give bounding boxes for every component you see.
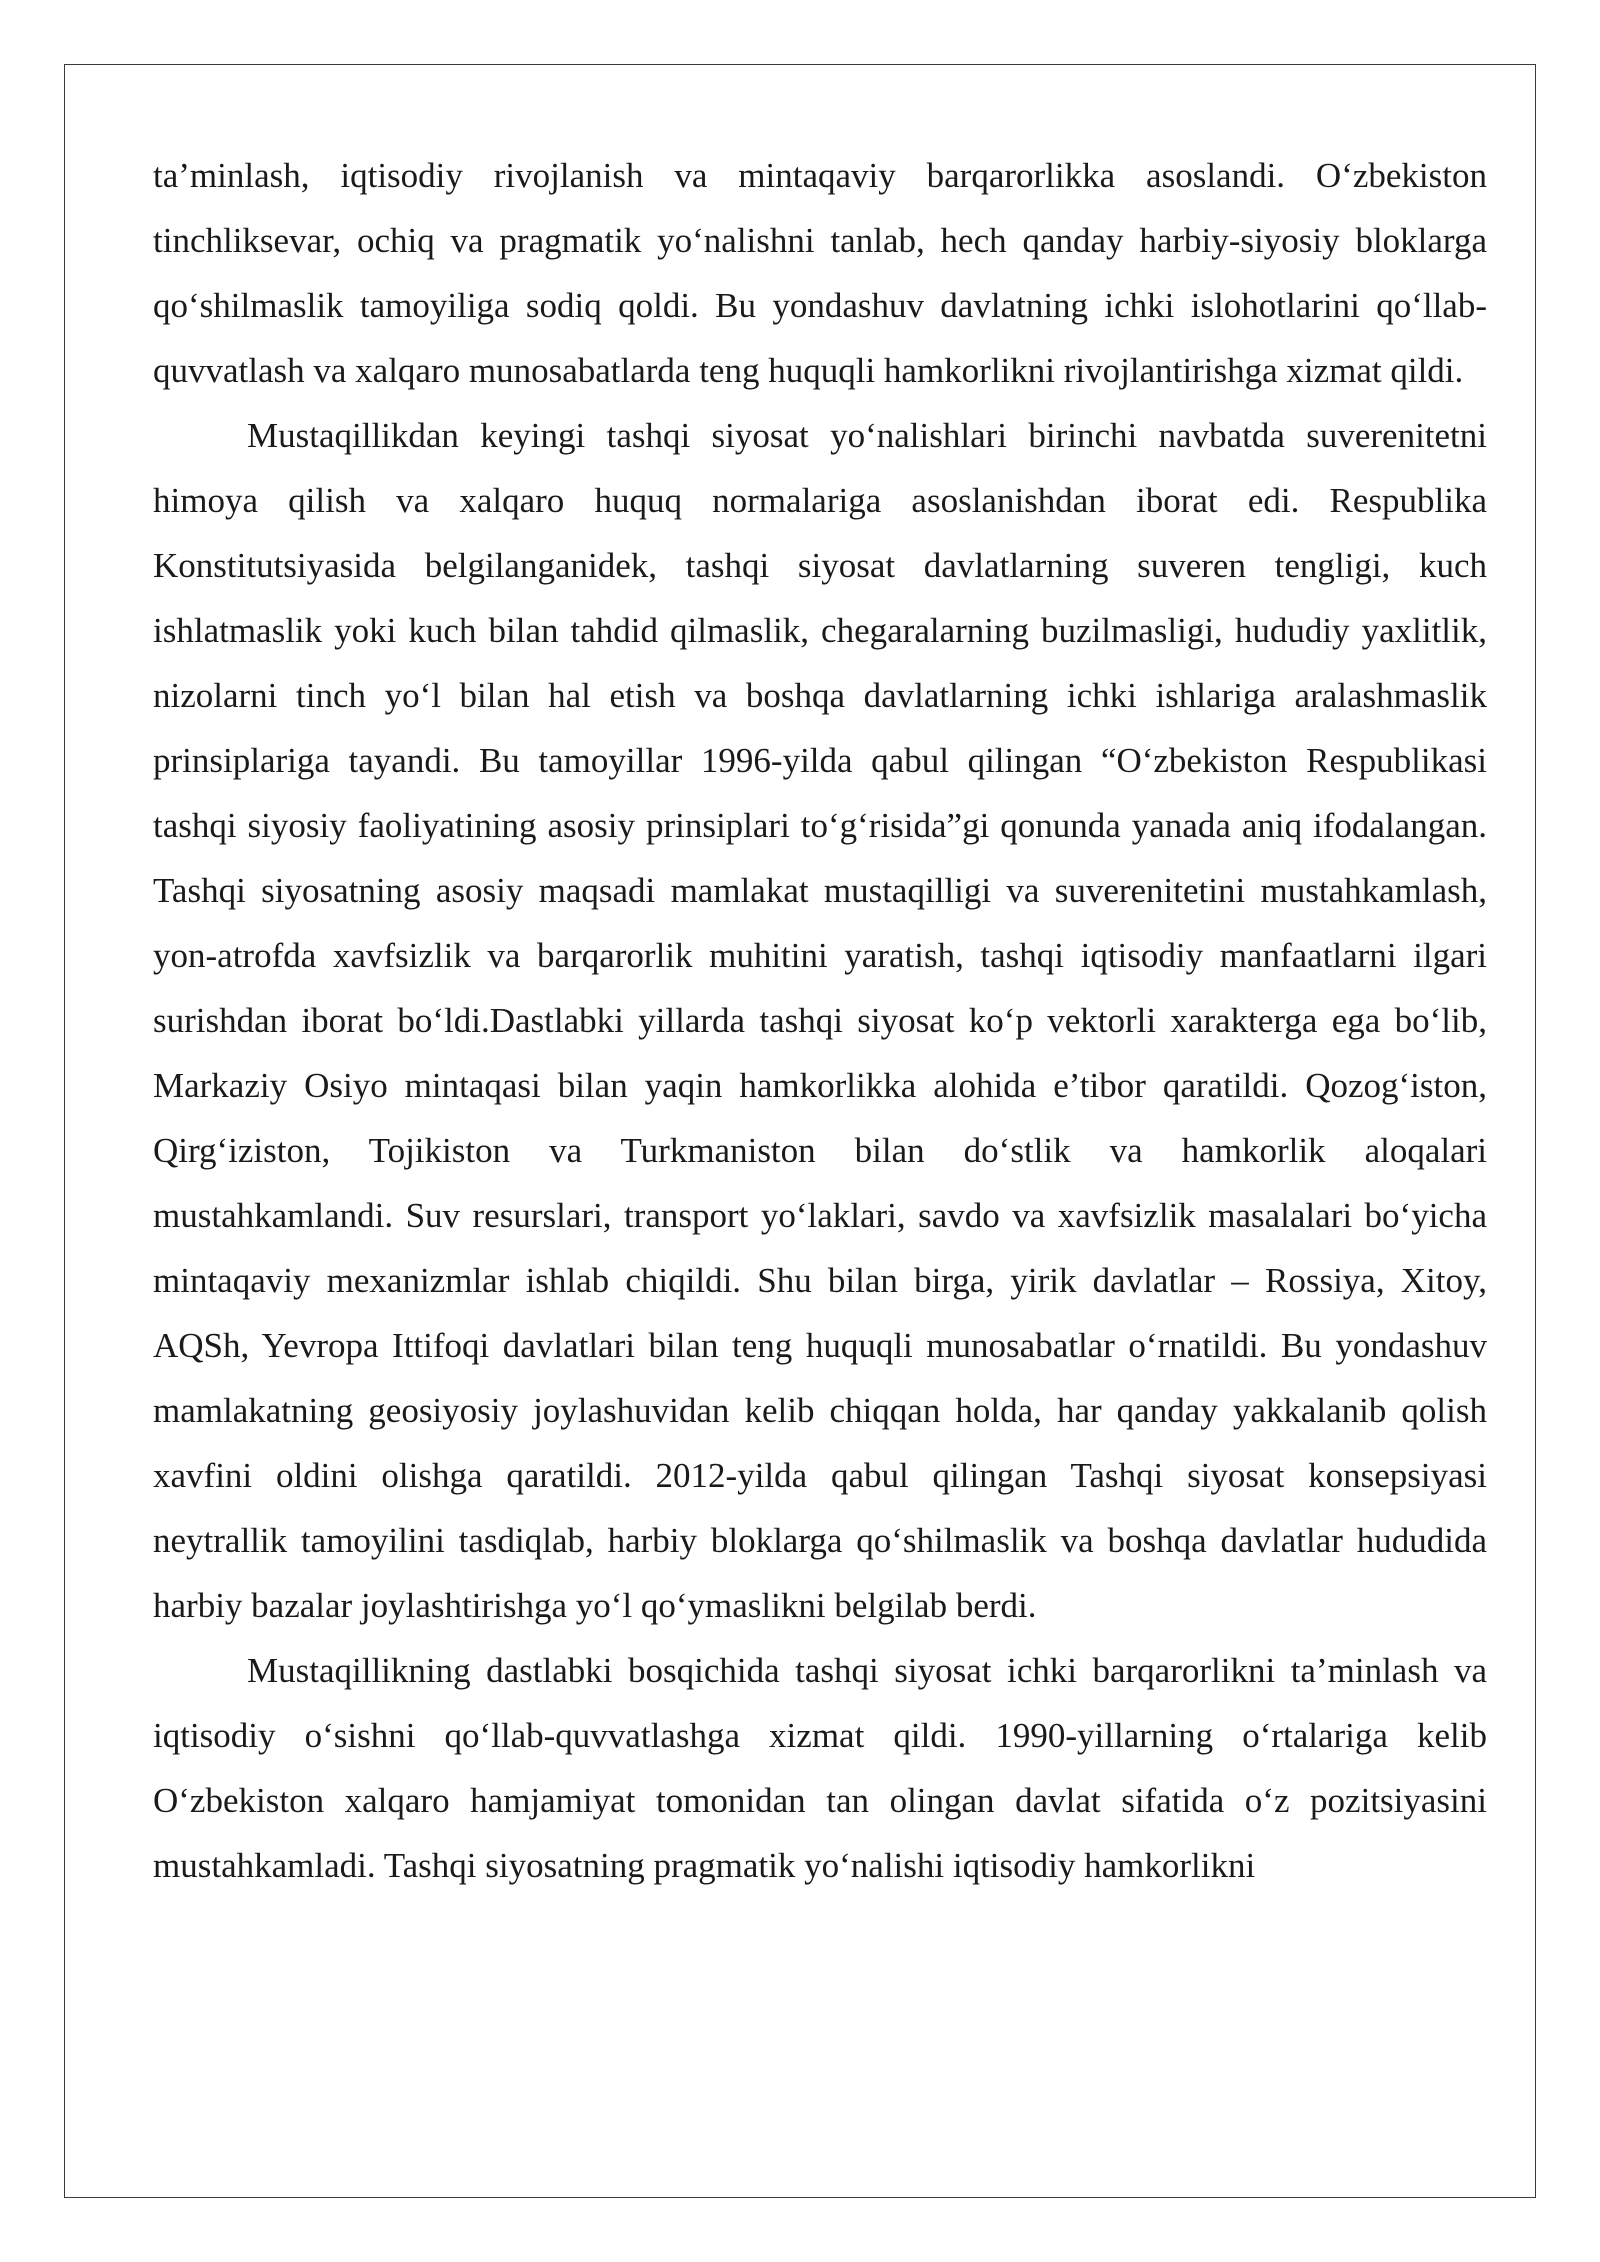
document-body bbox=[153, 143, 1487, 1898]
paragraph-3: Mustaqillikning dastlabki bosqichida tashqi siyosat ichki barqarorlikni ta’minlash va iqtisodiy o‘sishni qo‘llab-quvvatlashga xizmat qildi. 1990-yillarning o‘rtalariga kelib O‘zbekiston xalqaro hamjamiyat tomonidan tan olingan davlat sifatida o‘z pozitsiyasini mustahkamladi. Tashqi siyosatning pragmatik yo‘nalishi iqtisodiy hamkorlikni bbox=[153, 1651, 1487, 1885]
paragraph-1: ta’minlash, iqtisodiy rivojlanish va mintaqaviy barqarorlikka asoslandi. O‘zbekiston tinchliksevar, ochiq va pragmatik yo‘nalishni tanlab, hech qanday harbiy-siyosiy bloklarga qo‘shilmaslik tamoyiliga sodiq qoldi. Bu yondashuv davlatning ichki islohotlarini qo‘llab-quvvatlash va xalqaro munosabatlarda teng huquqli hamkorlikni rivojlantirishga xizmat qildi. bbox=[153, 156, 1487, 390]
paragraph-2: Mustaqillikdan keyingi tashqi siyosat yo‘nalishlari birinchi navbatda suverenitetni himoya qilish va xalqaro huquq normalariga asoslanishdan iborat edi. Respublika Konstitutsiyasida belgilanganidek, tashqi siyosat davlatlarning suveren tengligi, kuch ishlatmaslik yoki kuch bilan tahdid qilmaslik, chegaralarning buzilmasligi, hududiy yaxlitlik, nizolarni tinch yo‘l bilan hal etish va boshqa davlatlarning ichki ishlariga aralashmaslik prinsiplariga tayandi. Bu tamoyillar 1996-yilda qabul qilingan “O‘zbekiston Respublikasi tashqi siyosiy faoliyatining asosiy prinsiplari to‘g‘risida”gi qonunda yanada aniq ifodalangan. Tashqi siyosatning asosiy maqsadi mamlakat mustaqilligi va suverenitetini mustahkamlash, yon-atrofda xavfsizlik va barqarorlik muhitini yaratish, tashqi iqtisodiy manfaatlarni ilgari surishdan iborat bo‘ldi.Dastlabki yillarda tashqi siyosat ko‘p vektorli xarakterga ega bo‘lib, Markaziy Osiyo mintaqasi bilan yaqin hamkorlikka alohida e’tibor qaratildi. Qozog‘iston, Qirg‘iziston, Tojikiston va Turkmaniston bilan do‘stlik va hamkorlik aloqalari mustahkamlandi. Suv resurslari, transport yo‘laklari, savdo va xavfsizlik masalalari bo‘yicha mintaqaviy mexanizmlar ishlab chiqildi. Shu bilan birga, yirik davlatlar – Rossiya, Xitoy, AQSh, Yevropa Ittifoqi davlatlari bilan teng huquqli munosabatlar o‘rnatildi. Bu yondashuv mamlakatning geosiyosiy joylashuvidan kelib chiqqan holda, har qanday yakkalanib qolish xavfini oldini olishga qaratildi. 2012-yilda qabul qilingan Tashqi siyosat konsepsiyasi neytrallik tamoyilini tasdiqlab, harbiy bloklarga qo‘shilmaslik va boshqa davlatlar hududida harbiy bazalar joylashtirishga yo‘l qo‘ymaslikni belgilab berdi. bbox=[153, 416, 1487, 1625]
